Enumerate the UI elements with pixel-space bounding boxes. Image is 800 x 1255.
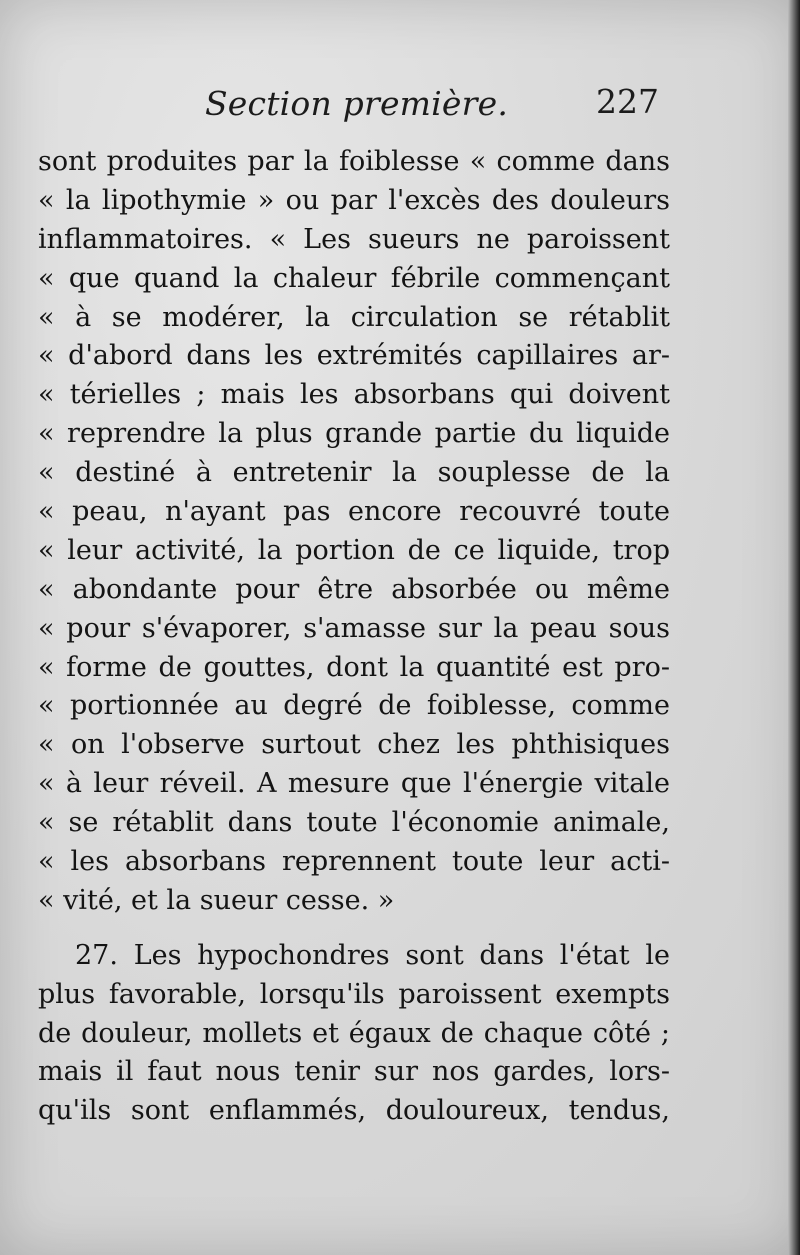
paragraph-27-line: 27. Les hypochondres sont dans l'état le <box>75 939 670 971</box>
text-line: « que quand la chaleur fébrile commençant <box>38 262 670 294</box>
text-line: sont produites par la foiblesse « comme dans <box>38 146 670 177</box>
text-line: « peau, n'ayant pas encore recouvré toute <box>38 496 670 528</box>
text-line: « à leur réveil. A mesure que l'énergie vitale <box>38 768 670 800</box>
text-line: « forme de gouttes, dont la quantité est pro- <box>38 651 670 683</box>
body-text <box>38 143 670 1131</box>
page-number: 227 <box>596 82 659 121</box>
text-line: « térielles ; mais les absorbans qui doivent <box>38 379 670 411</box>
text-line: « portionnée au degré de foiblesse, comme <box>38 690 670 722</box>
text-line: « se rétablit dans toute l'économie animale, <box>38 807 670 839</box>
text-line: inflammatoires. « Les sueurs ne paroissent <box>38 223 670 255</box>
paragraph-27-line: mais il faut nous tenir sur nos gardes, lors- <box>38 1056 670 1088</box>
paragraph-27-line: qu'ils sont enflammés, douloureux, tendus, <box>38 1095 670 1127</box>
text-line: « la lipothymie » ou par l'excès des douleurs <box>38 184 670 216</box>
text-line: « abondante pour être absorbée ou même <box>38 573 670 605</box>
running-head: Section première. <box>205 84 509 123</box>
text-line: « on l'observe surtout chez les phthisiques <box>38 729 670 761</box>
text-line: « pour s'évaporer, s'amasse sur la peau sous <box>38 612 670 644</box>
text-line: « reprendre la plus grande partie du liquide <box>38 418 670 450</box>
text-line: « destiné à entretenir la souplesse de la <box>38 457 670 489</box>
text-line: « à se modérer, la circulation se rétablit <box>38 301 670 333</box>
page-header <box>0 78 800 138</box>
text-line: « les absorbans reprennent toute leur acti- <box>38 846 670 878</box>
paragraph-27-line: de douleur, mollets et égaux de chaque côté ; <box>38 1017 670 1049</box>
text-line: « vité, et la sueur cesse. » <box>38 884 395 916</box>
paragraph-gap <box>38 921 670 937</box>
page-edge-shadow <box>788 0 800 1255</box>
text-line: « leur activité, la portion de ce liquide, trop <box>38 534 670 566</box>
paragraph-27-line: plus favorable, lorsqu'ils paroissent exempts <box>38 978 670 1010</box>
text-line: « d'abord dans les extrémités capillaires ar- <box>38 340 670 372</box>
